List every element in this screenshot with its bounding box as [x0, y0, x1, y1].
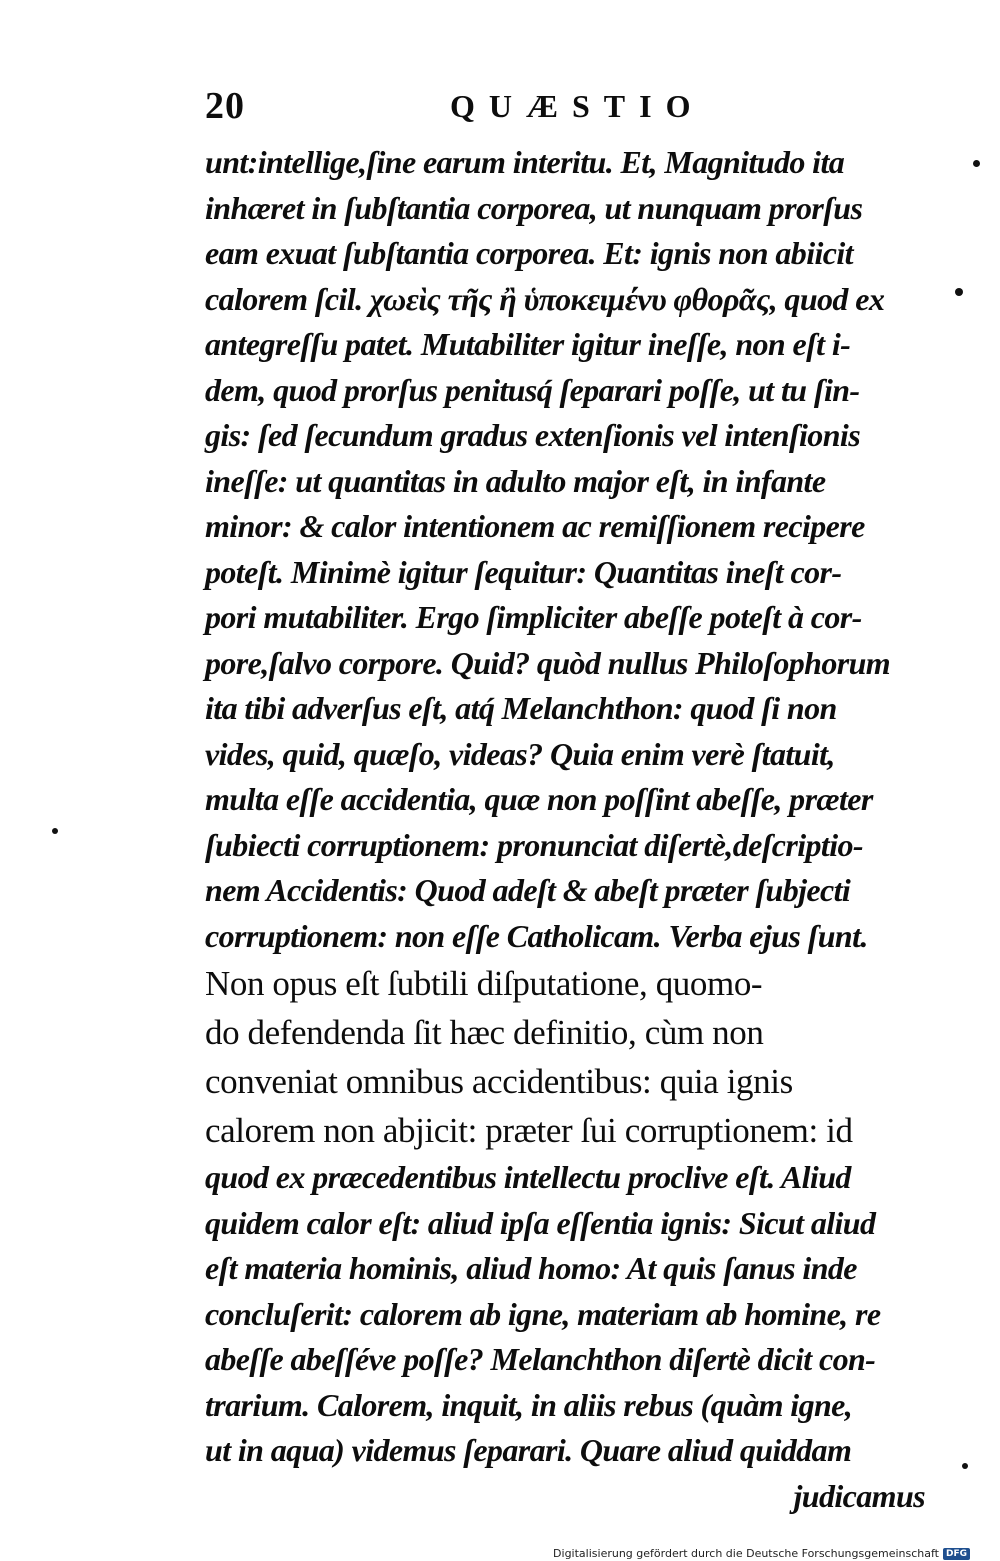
text-line: unt:intellige,ſine earum interitu. Et, Magnitudo ita [205, 144, 845, 180]
quotation-line: Non opus eſt ſubtili diſputatione, quomo- [205, 964, 763, 1003]
text-line: trarium. Calorem, inquit, in aliis rebus (quàm igne, [205, 1386, 853, 1423]
body-text [205, 140, 965, 1519]
text-line: calorem ſcil. χωεὶς τῆς ἢ ὑποκειμένυ φθορᾶς, quod ex [205, 280, 885, 317]
text-line: nem Accidentis: Quod adeſt & abeſt præter ſubjecti [205, 872, 851, 908]
text-line: antegreſſu patet. Mutabiliter igitur ineſſe, non eſt i- [205, 326, 851, 362]
digitization-footer [553, 1547, 970, 1560]
text-line: minor: & calor intentionem ac remiſſionem recipere [205, 508, 865, 544]
text-line: corruptionem: non eſſe Catholicam. Verba ejus ſunt. [205, 917, 868, 954]
scan-speck [962, 1463, 968, 1469]
dfg-logo-icon: DFG [943, 1548, 970, 1560]
text-line: abeſſe abeſſéve poſſe? Melanchthon diſertè dicit con- [205, 1341, 876, 1377]
text-line: eſt materia hominis, aliud homo: At quis ſanus inde [205, 1250, 857, 1286]
text-line: vides, quid, quæſo, videas? Quia enim verè ſtatuit, [205, 735, 835, 772]
text-line: ſubiecti corruptionem: pronunciat diſertè,deſcriptio- [205, 826, 863, 863]
quotation-line: conveniat omnibus accidentibus: quia ignis [205, 1062, 793, 1101]
page-number: 20 [205, 85, 245, 127]
footer-text: Digitalisierung gefördert durch die Deutsche Forschungsgemeinschaft [553, 1547, 939, 1560]
page-header [205, 84, 965, 134]
text-line: pori mutabiliter. Ergo ſimpliciter abeſſe poteſt à cor- [205, 599, 862, 635]
text-line: concluſerit: calorem ab igne, materiam ab homine, re [205, 1295, 881, 1332]
text-line: multa eſſe accidentia, quæ non poſſint abeſſe, præter [205, 781, 873, 817]
catchword: judicamus [793, 1477, 925, 1514]
text-line: pore,ſalvo corpore. Quid? quòd nullus Philoſophorum [205, 644, 891, 681]
text-line: inhæret in ſubſtantia corporea, ut nunquam prorſus [205, 189, 863, 226]
scan-speck [52, 828, 58, 834]
text-line: eam exuat ſubſtantia corporea. Et: ignis non abiicit [205, 235, 853, 271]
scan-speck [955, 288, 963, 296]
quotation-line: calorem non abjicit: præter ſui corruptionem: id [205, 1111, 853, 1150]
running-head: QUÆSTIO [450, 88, 705, 124]
text-line: ineſſe: ut quantitas in adulto major eſt, in infante [205, 462, 826, 499]
text-line: quidem calor eſt: aliud ipſa eſſentia ignis: Sicut aliud [205, 1204, 876, 1241]
text-line: gis: ſed ſecundum gradus extenſionis vel intenſionis [205, 417, 861, 453]
text-line: dem, quod prorſus penitusq́ ſeparari poſſe, ut tu ſin- [205, 371, 860, 408]
quotation-line: do defendenda ſit hæc definitio, cùm non [205, 1013, 764, 1052]
text-line: ita tibi adverſus eſt, atq́ Melanchthon: quod ſi non [205, 690, 837, 726]
text-line: ut in aqua) videmus ſeparari. Quare aliud quiddam [205, 1432, 852, 1468]
scan-speck [973, 160, 980, 167]
text-line: poteſt. Minimè igitur ſequitur: Quantitas ineſt cor- [205, 553, 842, 590]
text-line: quod ex præcedentibus intellectu proclive eſt. Aliud [205, 1159, 851, 1195]
